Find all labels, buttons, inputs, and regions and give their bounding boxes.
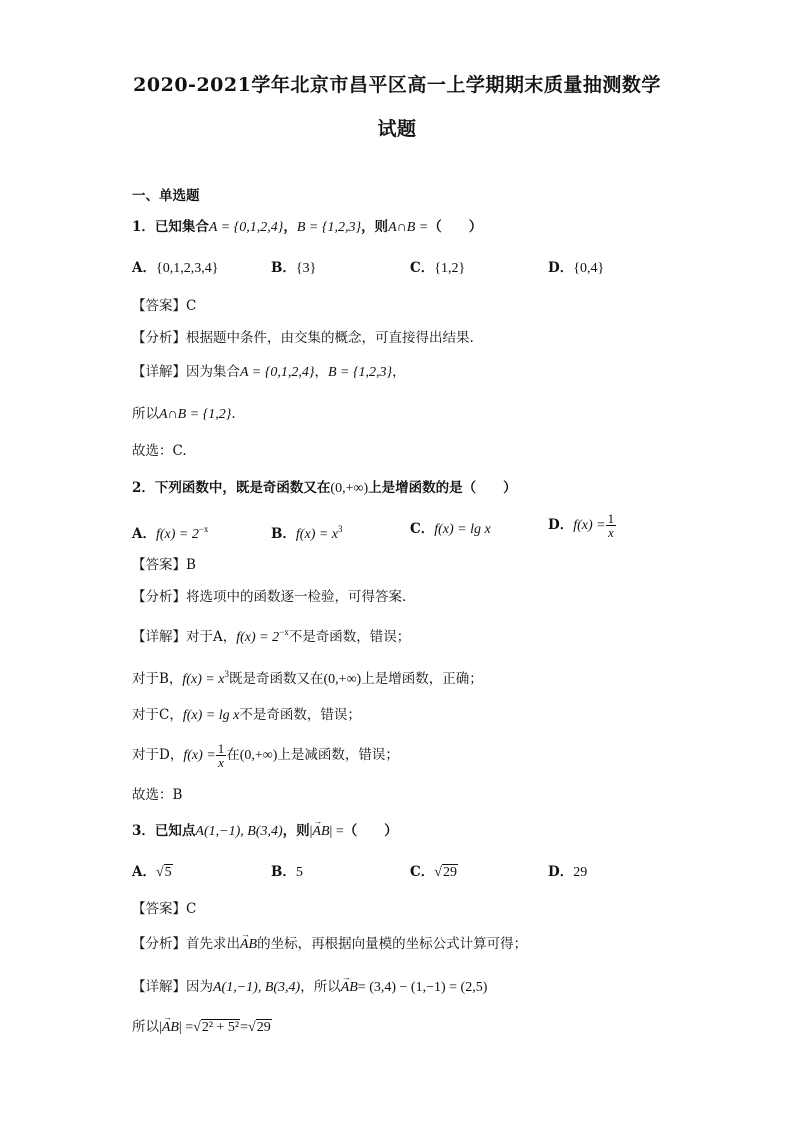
conclusion-pre: 所以 [132,1019,159,1035]
q3-stem [132,821,734,842]
sqrt: √5 [155,865,172,880]
detail-func: f(x) = 2 [236,630,280,645]
analysis-text: 根据题中条件，由交集的概念，可直接得出结果. [186,330,474,346]
q1-option-d [548,258,604,279]
option-value: f(x) = 2 [155,527,199,542]
fraction-denominator: x [218,755,224,770]
detail-pre: 对于D， [132,747,184,763]
conclusion-bar-left: | [159,1020,162,1035]
detail-sup: −x [279,627,289,637]
answer-value: C [186,298,197,314]
q1-paren: （ ） [428,219,483,235]
q1-expr: A∩B = [388,220,429,235]
option-value: {0,4} [573,261,605,276]
detail-interval: (0,+∞) [323,672,362,687]
detail-mid: 在 [226,747,240,763]
q3-stem-mid: ，则 [282,823,310,839]
q2-option-a [132,519,208,545]
q1-option-c [410,258,465,279]
q1-analysis [132,328,734,348]
detail-func: f(x) = lg x [182,708,240,723]
q2-interval: (0,+∞) [330,481,369,496]
q1-choose: 故选：C. [132,443,187,459]
conclusion-expr: A∩B = {1,2} [159,407,232,422]
q2-number: 2． [132,480,155,496]
q3-detail [132,977,734,998]
analysis-vector: → AB [240,935,257,955]
q1-set-b: B = {1,2,3} [296,220,362,235]
detail-comma: ， [314,364,328,380]
radicand: 2² + 5² [201,1020,240,1035]
conclusion-end: . [231,406,236,422]
detail-post: 上是增函数，正确； [361,671,483,687]
answer-value: B [186,557,196,573]
q1-stem-mid: ，则 [361,219,389,235]
fraction-numerator: 1 [217,741,225,756]
q1-detail [132,362,734,383]
radicand: 29 [256,1020,271,1035]
q2-choose: 故选：B [132,787,183,803]
q2-answer [132,555,734,575]
analysis-post: 的坐标，再根据向量模的坐标公式计算可得； [257,936,528,952]
exam-title-line1: 2020-2021学年北京市昌平区高一上学期期末质量抽测数学 [133,74,661,96]
detail-tag: 【详解】 [132,629,186,645]
analysis-pre: 首先求出 [186,936,240,952]
option-sup: 3 [338,524,343,534]
option-label: C． [410,864,435,880]
option-sup: −x [198,524,209,534]
option-label: A． [132,864,156,880]
option-label: C． [410,260,435,276]
detail-tag: 【详解】 [132,364,186,380]
conclusion-bar-right: | = [178,1020,194,1035]
q2-analysis [132,587,734,607]
option-label: D． [548,517,574,533]
detail-set-a: A = {0,1,2,4} [240,365,315,380]
detail-post: 不是奇函数，错误； [288,629,411,645]
q1-conclusion [132,404,734,425]
option-label: A． [132,526,156,542]
answer-tag: 【答案】 [132,557,186,573]
detail-sup: 3 [224,669,230,679]
q2-detail-a [132,622,734,648]
conclusion-eq: = [240,1020,249,1035]
q1-answer [132,296,734,316]
q3-option-b [271,862,303,883]
option-value: {3} [295,261,317,276]
option-label: C． [410,521,435,537]
q2-option-b [271,519,343,545]
detail-pre: 对于B， [132,671,183,687]
detail-interval: (0,+∞) [239,748,278,763]
q3-vector: → AB [312,822,329,842]
detail-mid: 既是奇函数又在 [229,671,324,687]
sqrt: √2² + 5² [193,1020,240,1035]
option-label: D． [548,260,574,276]
q2-detail-b [132,664,734,690]
detail-fraction [216,742,227,769]
radicand: 5 [164,865,172,880]
detail-post: 不是奇函数，错误； [239,707,361,723]
detail-pre: 对于C， [132,707,183,723]
option-label: D． [548,864,574,880]
q2-stem-pre: 下列函数中，既是奇函数又在 [154,480,331,496]
q3-points: A(1,−1), B(3,4) [195,824,283,839]
q2-stem-post: 上是增函数的是（ ） [368,480,517,496]
detail-calc: = (3,4) − (1,−1) = (2,5) [357,980,488,995]
q2-option-c [410,519,491,540]
q2-option-d [548,512,616,539]
option-value: {0,1,2,3,4} [155,261,219,276]
option-value: f(x) = x [295,527,339,542]
detail-pre: 对于A， [186,629,237,645]
conclusion-vector: → AB [162,1018,179,1038]
q3-option-a [132,862,173,883]
detail-end: ， [392,364,406,380]
detail-post: 上是减函数，错误； [277,747,399,763]
option-value: f(x) = lg x [434,522,491,537]
option-label: B． [271,260,296,276]
q3-conclusion [132,1017,734,1038]
detail-mid: ，所以 [300,979,341,995]
detail-set-b: B = {1,2,3} [327,365,393,380]
option-value: f(x) = [573,518,606,533]
detail-func: f(x) = x [182,672,225,687]
q3-answer [132,899,734,919]
answer-value: C [186,901,197,917]
q1-comma: ， [283,219,297,235]
sqrt: √29 [434,865,457,880]
analysis-tag: 【分析】 [132,330,186,346]
q2-detail-c [132,705,734,726]
option-label: B． [271,526,296,542]
option-value: {1,2} [434,261,466,276]
q3-paren: （ ） [343,823,398,839]
option-value: 29 [573,865,588,880]
q3-bar-left: | [309,824,313,839]
fraction-denominator: x [607,525,614,540]
option-label: A． [132,260,156,276]
detail-text: 因为集合 [186,364,240,380]
section-heading: 一、单选题 [132,188,200,204]
detail-pre: 因为 [186,979,213,995]
q1-stem [132,217,734,238]
q2-detail-d [132,742,734,774]
q1-stem-pre: 已知集合 [154,219,209,235]
q3-analysis [132,934,734,955]
analysis-tag: 【分析】 [132,936,186,952]
q1-set-a: A = {0,1,2,4} [208,220,284,235]
radicand: 29 [442,865,457,880]
q3-option-c [410,862,458,883]
q3-option-d [548,862,587,883]
q3-bar-right: | = [329,824,344,839]
conclusion-pre: 所以 [132,406,159,422]
option-fraction [606,512,617,539]
answer-tag: 【答案】 [132,901,186,917]
detail-points: A(1,−1), B(3,4) [213,980,301,995]
q1-option-b [271,258,316,279]
analysis-tag: 【分析】 [132,589,186,605]
q3-stem-pre: 已知点 [154,823,196,839]
q1-number: 1． [132,219,155,235]
option-value: 5 [295,865,303,880]
q3-number: 3． [132,823,155,839]
exam-title-line2: 试题 [377,118,417,140]
analysis-text: 将选项中的函数逐一检验，可得答案． [186,589,416,605]
option-label: B． [271,864,296,880]
detail-func: f(x) = [183,748,216,763]
sqrt: √29 [248,1020,271,1035]
detail-vector: → AB [341,978,358,998]
q1-option-a [132,258,218,279]
answer-tag: 【答案】 [132,298,186,314]
fraction-numerator: 1 [607,511,615,526]
q2-stem [132,478,734,499]
detail-tag: 【详解】 [132,979,186,995]
